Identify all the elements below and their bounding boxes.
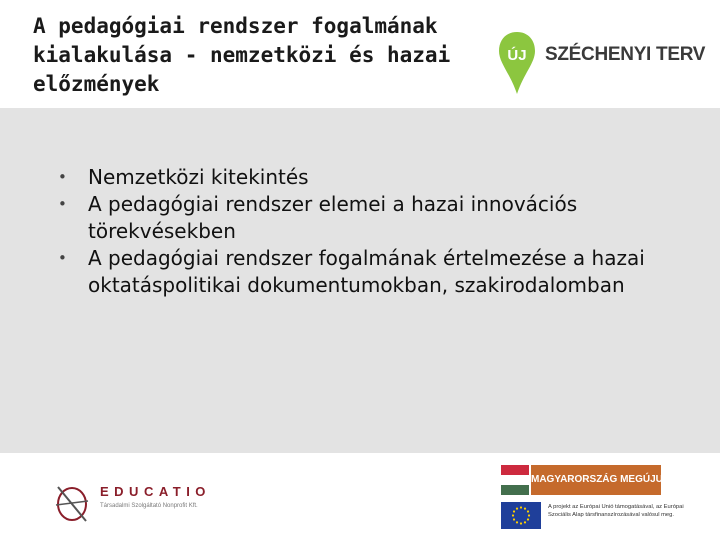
bullet-dot-icon: • [58, 249, 67, 267]
slide-content [0, 108, 720, 453]
slide-footer [0, 453, 720, 540]
uj-location-pin-icon [497, 30, 537, 96]
eu-flag-icon [501, 502, 541, 529]
title-line: kialakulása - nemzetközi és hazai [33, 43, 451, 67]
slide-header [0, 0, 720, 108]
bullet-list [58, 164, 698, 299]
educatio-subtitle: Társadalmi Szolgáltató Nonprofit Kft. [100, 503, 198, 509]
bullet-text: Nemzetközi kitekintés [88, 165, 309, 189]
bullet-text: A pedagógiai rendszer elemei a hazai innovációs törekvésekben [88, 192, 578, 243]
eu-funding-text: A projekt az Európai Unió támogatásával, az Európai Szociális Alap társfinanszírozásával valósul meg. [548, 504, 684, 518]
szechenyi-terv-logo-text: SZÉCHENYI TERV [545, 44, 706, 65]
bullet-item [58, 191, 698, 245]
bullet-item [58, 164, 698, 191]
title-line: A pedagógiai rendszer fogalmának [33, 14, 438, 38]
bullet-item [58, 245, 698, 299]
title-line: előzmények [33, 72, 160, 96]
educatio-logo-text: EDUCATIO [100, 484, 211, 499]
slide-title [33, 12, 503, 99]
uj-badge-text: ÚJ [507, 47, 527, 64]
bullet-text: A pedagógiai rendszer fogalmának értelmezése a hazai oktatáspolitikai dokumentumokban, szakirodalomban [88, 246, 645, 297]
magyarorszag-megujul-banner: MAGYARORSZÁG MEGÚJUL [531, 465, 661, 495]
educatio-logo-icon [52, 481, 92, 525]
hungarian-flag-icon [501, 465, 529, 495]
bullet-dot-icon: • [58, 195, 67, 213]
bullet-dot-icon: • [58, 168, 67, 186]
